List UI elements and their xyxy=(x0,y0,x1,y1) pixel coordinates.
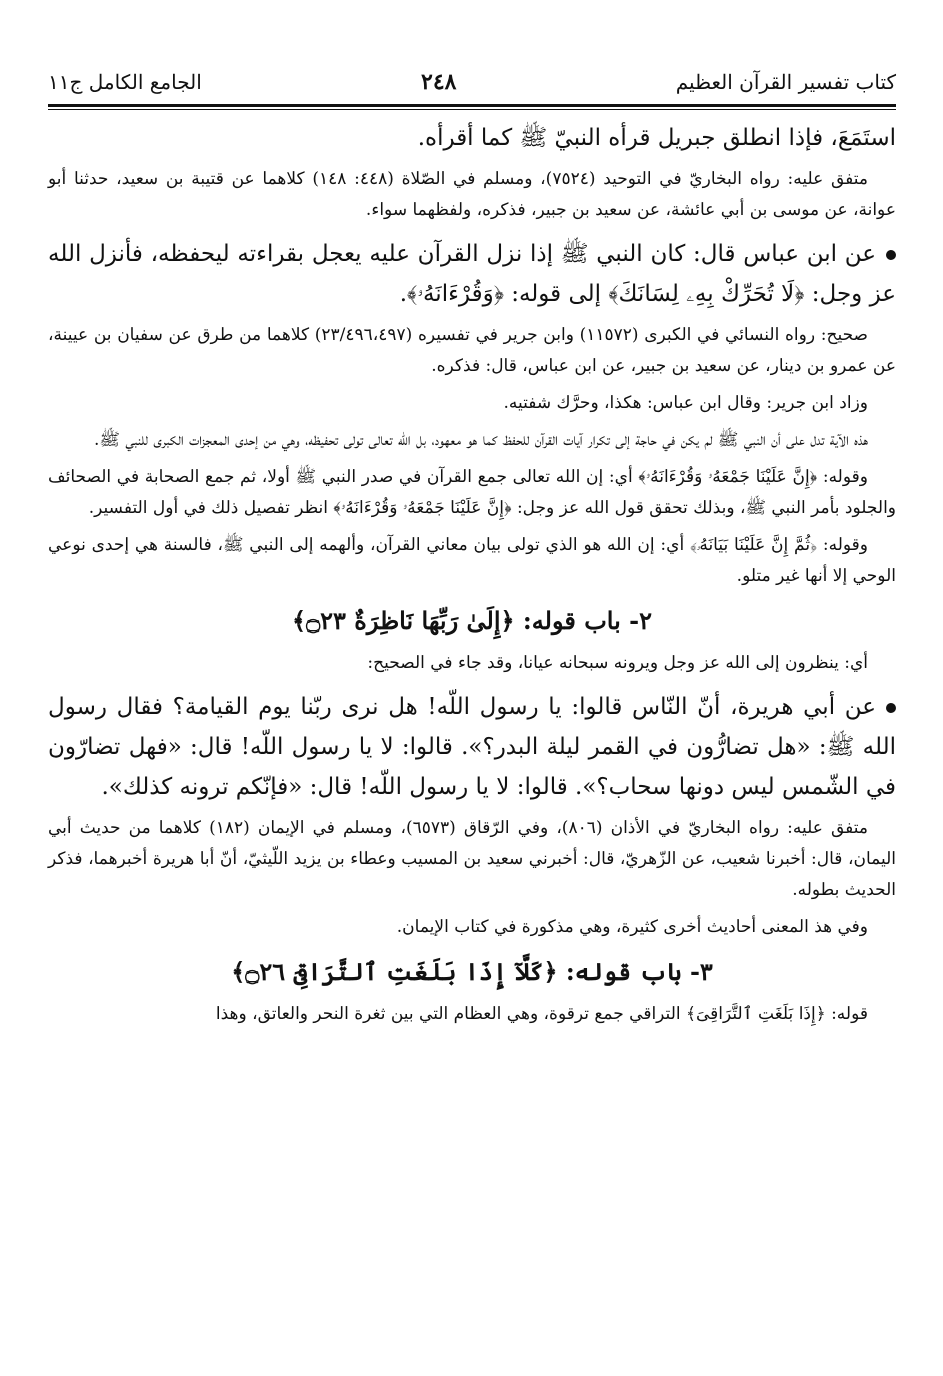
footnote-paragraph: صحيح: رواه النسائي في الكبرى (١١٥٧٢) وابن جرير في تفسيره (٢٣/٤٩٦،٤٩٧) كلاهما من طرق عن سفيان بن عيينة، عن عمرو بن دينار، عن سعيد بن جبير، عن ابن عباس، قال: فذكره. xyxy=(48,325,896,376)
header-rule-thick xyxy=(48,104,896,107)
footnote-paragraph: متفق عليه: رواه البخاريّ في الأذان (٨٠٦)، وفي الرّقاق (٦٥٧٣)، ومسلم في الإيمان (١٨٢) كلاهما من حديث أبي اليمان، قال: أخبرنا شعيب، عن الزّهريّ، قال: أخبرني سعيد بن المسيب وعطاء بن يزيد اللّيثيّ، أنّ أبا هريرة أخبرهما، فذكر الحديث بطوله. xyxy=(48,818,896,900)
page-number: ٢٤٨ xyxy=(421,69,457,95)
footnote-paragraph: وزاد ابن جرير: وقال ابن عباس: هكذا، وحرَّك شفتيه. xyxy=(503,393,868,413)
commentary-paragraph: وقوله: ﴿إِنَّ عَلَيْنَا جَمْعَهُۥ وَقُرْءَانَهُۥ﴾ أي: إن الله تعالى جمع القرآن في صدر النبي ﷺ أولا، ثم جمع الصحابة في الصحائف والجلود بأمر النبي ﷺ، وبذلك تحقق قول الله عز وجل: ﴿إِنَّ عَلَيْنَا جَمْعَهُۥ وَقُرْءَانَهُۥ﴾ انظر تفصيل ذلك في أول التفسير. xyxy=(48,467,896,518)
hadith-paragraph xyxy=(48,687,896,807)
commentary-paragraph: أي: ينظرون إلى الله عز وجل ويرونه سبحانه عيانا، وقد جاء في الصحيح: xyxy=(367,653,868,673)
commentary-paragraph: قوله: ﴿إِذَا بَلَغَتِ ٱلتَّرَاقِىَ﴾ التراقي جمع ترقوة، وهي العظام التي بين ثغرة النحر والعاتق، وهذا xyxy=(215,1004,868,1024)
header-rule-thin xyxy=(48,109,896,110)
hadith-paragraph xyxy=(48,234,896,314)
page-header xyxy=(48,62,896,102)
bullet-icon xyxy=(886,250,896,260)
commentary-paragraph: وقوله: ﴿ثُمَّ إِنَّ عَلَيْنَا بَيَانَهُۥ﴾ أي: إن الله هو الذي تولى بيان معاني القرآن، وألهمه إلى النبي ﷺ، فالسنة هي إحدى نوعي الوحي إلا أنها غير متلو. xyxy=(48,535,896,586)
chapter-heading: ٣- باب قوله: ﴿كَلَّآ إِذَا بَلَغَتِ ٱلتَّرَاقِىَ ۝٢٦﴾ xyxy=(231,957,713,986)
commentary-paragraph: وفي هذ المعنى أحاديث أخرى كثيرة، وهي مذكورة في كتاب الإيمان. xyxy=(396,917,868,937)
book-page xyxy=(48,62,896,1030)
text-paragraph: استَمَعَ، فإذا انطلق جبريل قرأه النبيّ ﷺ كما أقرأه. xyxy=(417,125,896,151)
volume-label: الجامع الكامل ج١١ xyxy=(48,70,202,94)
book-title: كتاب تفسير القرآن العظيم xyxy=(675,70,896,94)
chapter-heading: ٢- باب قوله: ﴿إِلَىٰ رَبِّهَا نَاظِرَةٌ ۝٢٣﴾ xyxy=(292,606,652,635)
bullet-icon xyxy=(886,703,896,713)
hadith-text: عن أبي هريرة، أنّ النّاس قالوا: يا رسول اللّه! هل نرى ربّنا يوم القيامة؟ فقال رسول الله ﷺ: «هل تضارُّون في القمر ليلة البدر؟». قالوا: لا يا رسول اللّه! قال: «فهل تضارّون في الشّمس ليس دونها سحاب؟». قالوا: لا يا رسول اللّه! قال: «فإنّكم ترونه كذلك». xyxy=(48,694,896,800)
footnote-paragraph: متفق عليه: رواه البخاريّ في التوحيد (٧٥٢٤)، ومسلم في الصّلاة (٤٤٨: ١٤٨) كلاهما عن قتيبة بن سعيد، حدثنا أبو عوانة، عن موسى بن أبي عائشة، عن سعيد بن جبير، فذكره، ولفظهما سواء. xyxy=(48,169,896,220)
hadith-text: عن ابن عباس قال: كان النبي ﷺ إذا نزل القرآن عليه يعجل بقراءته ليحفظه، فأنزل الله عز وجل: ﴿لَا تُحَرِّكْ بِهِۦ لِسَانَكَ﴾ إلى قوله: ﴿وَقُرْءَانَهُۥ﴾. xyxy=(48,241,896,307)
commentary-paragraph: هذه الآية تدل على أن النبي ﷺ لم يكن في حاجة إلى تكرار آيات القرآن للحفظ كما هو معهود، بل الله تعالى تولى تحفيظه، وهي من إحدى المعجزات الكبرى للنبي ﷺ. xyxy=(94,430,868,450)
